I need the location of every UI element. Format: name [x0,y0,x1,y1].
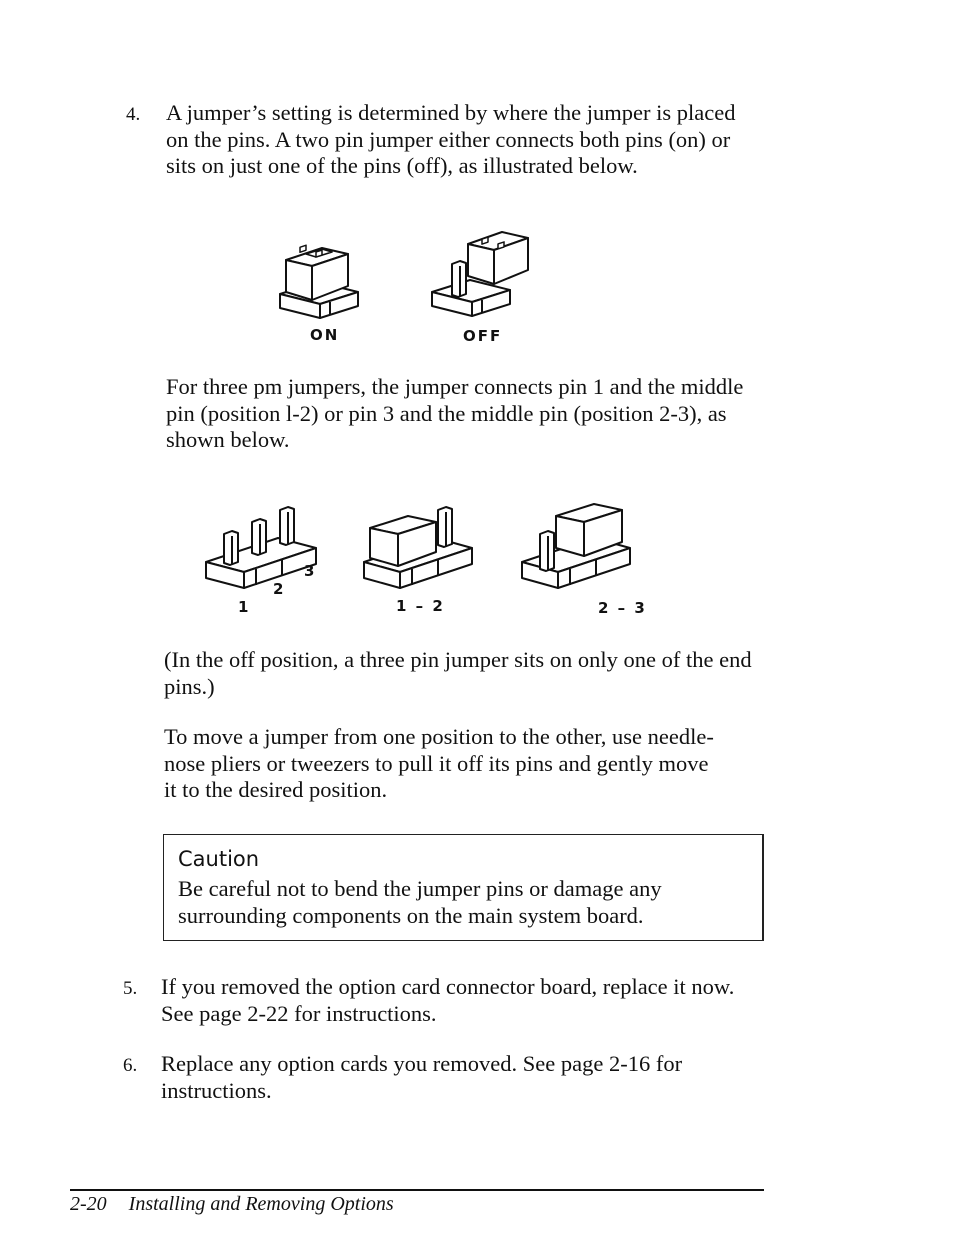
step-text: Replace any option cards you removed. See page 2-16 for instructions. [161,1051,683,1103]
pos-23-label: 2 – 3 [598,599,647,617]
page-footer [70,1193,394,1216]
footer-rule [70,1189,764,1191]
off-cap-front [468,244,494,284]
step-text: A jumper’s setting is determined by where the jumper is placed on the pins. A two pin jumper either connects both pins (on) or sits on just one of the pins (off), as illustrated below. [166,100,736,178]
move-jumper-paragraph: To move a jumper from one position to the other, use needle-nose pliers or tweezers to pull it off its pins and gently move it to the desired position. [164,724,714,802]
section-title: Installing and Removing Options [128,1193,394,1215]
caution-heading: Caution [178,847,260,871]
step-number: 5. [123,978,138,999]
step-number: 4. [126,104,141,125]
pin-3-label: 3 [304,562,317,580]
label-off: OFF [463,327,503,345]
step-text: If you removed the option card connector board, replace it now. See page 2-22 for instructions. [161,974,735,1026]
page-number: 2-20 [70,1193,107,1215]
off-position-paragraph: (In the off position, a three pin jumper sits on only one of the end pins.) [164,647,752,699]
label-on: ON [310,326,340,344]
three-pin-paragraph: For three pm jumpers, the jumper connects pin 1 and the middle pin (position l-2) or pin 3 and the middle pin (position 2-3), as shown below. [166,374,744,452]
two-pin-jumper-figure [270,222,540,350]
pin-2-label: 2 [273,580,286,598]
two-pin-jumper-illustration [270,222,540,350]
pos-12-label: 1 – 2 [396,597,445,615]
step-number: 6. [123,1055,138,1076]
pin-1-label: 1 [238,598,251,616]
caution-text: Be careful not to bend the jumper pins or damage any surrounding components on the main system board. [178,876,662,928]
three-pin-jumper-figure [186,470,768,630]
on-cap-front [286,260,312,300]
three-pin-jumper-illustration [186,470,768,630]
caution-box [163,834,764,941]
